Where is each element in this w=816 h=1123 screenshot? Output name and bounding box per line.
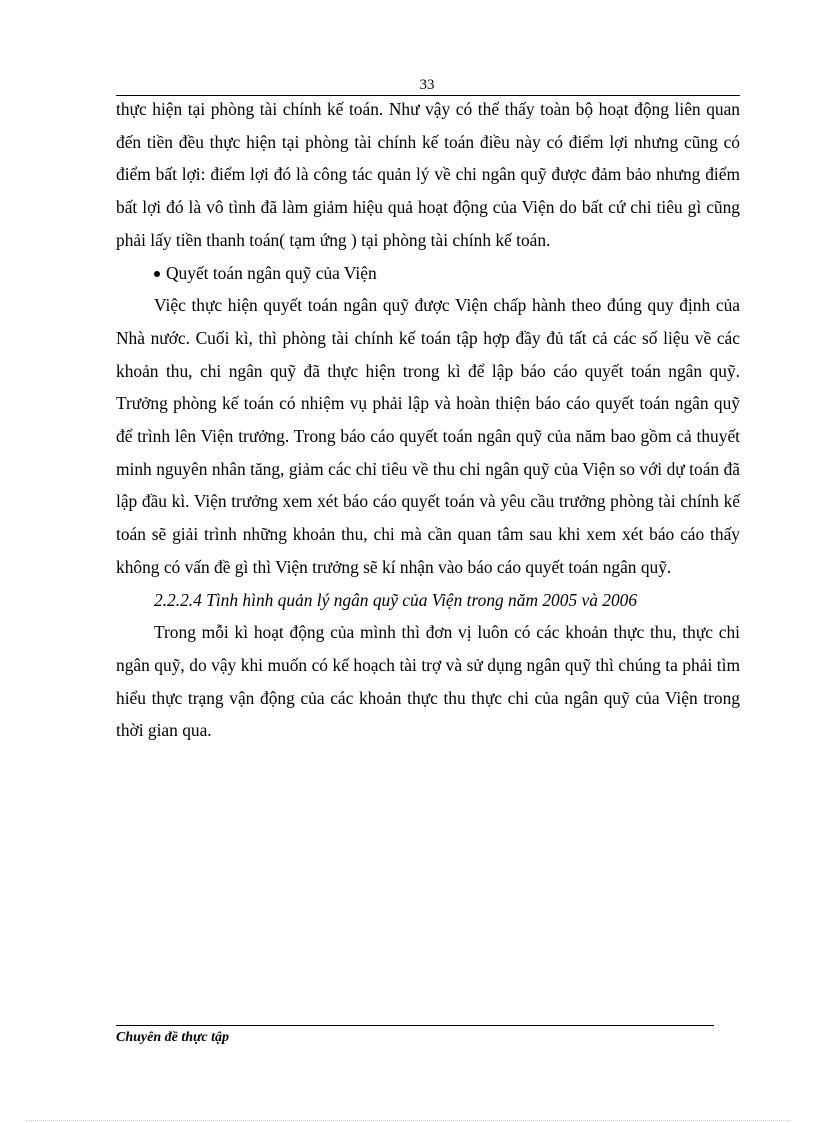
paragraph-activity: Trong mỗi kì hoạt động của mình thì đơn vị luôn có các khoản thực thu, thực chi ngân quỹ, do vậy khi muốn có kế hoạch tài trợ và sử dụng ngân quỹ thì chúng ta phải tìm hiểu thực trạng vận động của các khoản thực thu thực chi của ngân quỹ của Viện trong thời gian qua. <box>116 622 740 741</box>
page-bottom-edge <box>26 1120 790 1121</box>
section-heading: 2.2.2.4 Tình hình quản lý ngân quỹ của Viện trong năm 2005 và 2006 <box>154 589 638 610</box>
bullet-dot-icon <box>154 271 160 277</box>
bullet-item <box>116 257 740 290</box>
bullet-item-label: Quyết toán ngân quỹ của Viện <box>166 262 377 283</box>
paragraph-settlement: Việc thực hiện quyết toán ngân quỹ được Viện chấp hành theo đúng quy định của Nhà nước. Cuối kì, thì phòng tài chính kế toán tập hợp đầy đủ tất cả các số liệu về các khoản thu, chi ngân quỹ đã thực hiện trong kì để lập báo cáo quyết toán ngân quỹ. Trưởng phòng kế toán có nhiệm vụ phải lập và hoàn thiện báo cáo quyết toán ngân quỹ để trình lên Viện trưởng. Trong báo cáo quyết toán ngân quỹ của năm bao gồm cả thuyết minh nguyên nhân tăng, giảm các chỉ tiêu về thu chi ngân quỹ của Viện so với dự toán đã lập đầu kì. Viện trưởng xem xét báo cáo quyết toán và yêu cầu trưởng phòng tài chính kế toán sẽ giải trình những khoản thu, chi mà cần quan tâm sau khi xem xét báo cáo thấy không có vấn đề gì thì Viện trưởng sẽ kí nhận vào báo cáo quyết toán ngân quỹ. <box>116 295 740 577</box>
footer-label: Chuyên đề thực tập <box>116 1030 230 1045</box>
document-body <box>116 93 740 747</box>
footer-rule <box>116 1025 714 1026</box>
page-number: 33 <box>419 77 435 93</box>
paragraph-continuation: thực hiện tại phòng tài chính kế toán. Như vậy có thể thấy toàn bộ hoạt động liên quan đến tiền đều thực hiện tại phòng tài chính kế toán điều này có điểm lợi nhưng cũng có điểm bất lợi: điểm lợi đó là công tác quản lý về chi ngân quỹ được đảm bảo nhưng điểm bất lợi đó là vô tình đã làm giảm hiệu quả hoạt động của Viện do bất cứ chi tiêu gì cũng phải lấy tiền thanh toán( tạm ứng ) tại phòng tài chính kế toán. <box>116 99 740 250</box>
